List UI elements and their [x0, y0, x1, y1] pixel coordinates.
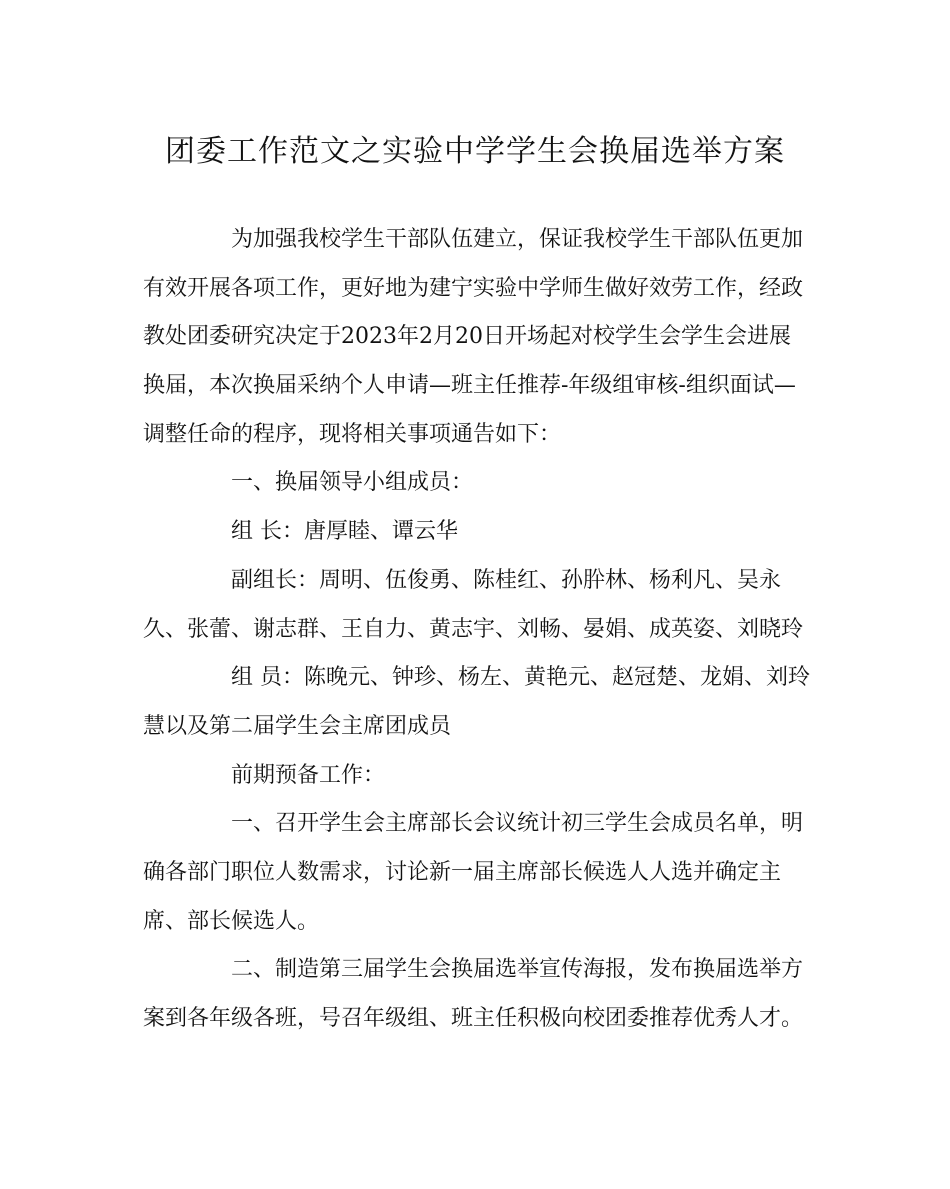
paragraph-line: 为加强我校学生干部队伍建立，保证我校学生干部队伍更加 [231, 227, 804, 252]
section-heading-line: 一、换届领导小组成员： [231, 470, 474, 496]
document-title: 团委工作范文之实验中学学生会换届选举方案 [165, 134, 785, 169]
paragraph-line: 教处团委研究决定于2023年2月20日开场起对校学生会学生会进展 [143, 324, 791, 350]
paragraph-line: 调整任命的程序，现将相关事项通告如下： [143, 421, 562, 447]
deputy-leader-line: 副组长：周明、伍俊勇、陈桂红、孙肸林、杨利凡、吴永 [231, 567, 782, 593]
group-members-line-continued: 慧以及第二届学生会主席团成员 [143, 713, 452, 739]
paragraph-line: 有效开展各项工作，更好地为建宁实验中学师生做好效劳工作，经政 [143, 275, 804, 301]
group-leader-line: 组 长：唐厚睦、谭云华 [231, 519, 458, 545]
group-members-line: 组 员：陈晚元、钟珍、杨左、黄艳元、赵冠楚、龙娟、刘玲 [231, 665, 810, 691]
paragraph-line: 席、部长候选人。 [143, 908, 320, 934]
preparation-heading-line: 前期预备工作： [231, 762, 386, 788]
paragraph-line: 二、制造第三届学生会换届选举宣传海报，发布换届选举方 [231, 957, 804, 983]
document-body [143, 216, 813, 1044]
paragraph-line: 案到各年级各班，号召年级组、班主任积极向校团委推荐优秀人才。 [143, 1006, 804, 1031]
paragraph-line: 换届，本次换届采纳个人申请—班主任推荐-年级组审核-组织面试— [143, 373, 796, 399]
deputy-leader-line-continued: 久、张蕾、谢志群、王自力、黄志宇、刘畅、晏娟、成英姿、刘晓玲 [143, 616, 804, 642]
paragraph-line: 确各部门职位人数需求，讨论新一届主席部长候选人人选并确定主 [143, 859, 782, 885]
paragraph-line: 一、召开学生会主席部长会议统计初三学生会成员名单，明 [231, 811, 804, 837]
